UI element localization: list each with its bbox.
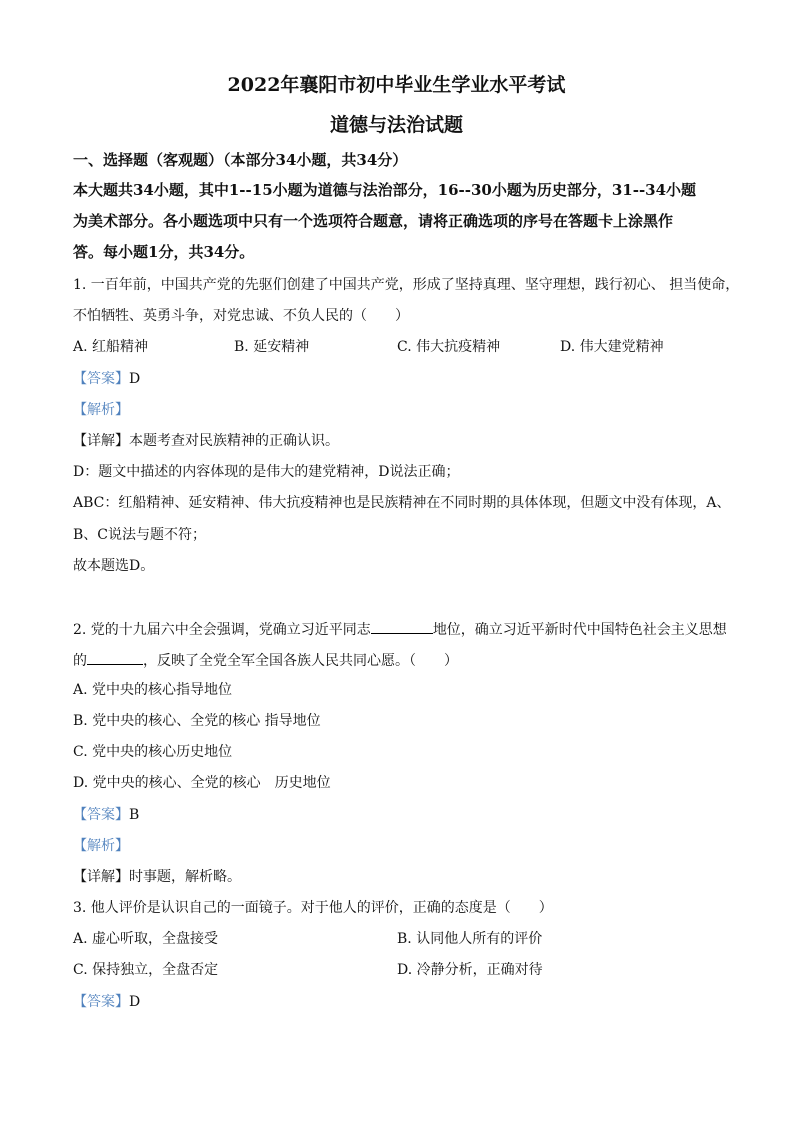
intro-line: 为美术部分。各小题选项中只有一个选项符合题意，请将正确选项的序号在答题卡上涂黑作 xyxy=(73,212,674,230)
q3-option-a: A. 虚心听取，全盘接受 xyxy=(73,931,219,947)
q2-text: 的 xyxy=(73,653,87,669)
fill-blank xyxy=(87,650,143,665)
q1-detail xyxy=(73,432,339,450)
fill-blank xyxy=(371,619,433,634)
question-1-text: 1. 一百年前，中国共产党的先驱们创建了中国共产党，形成了坚持真理、坚守理想，践行初心、 担当使命， xyxy=(73,277,740,293)
answer-label: 【答案】 xyxy=(73,807,129,823)
q1-explain: 故本题选D。 xyxy=(73,558,155,574)
section-heading: 一、选择题（客观题）（本部分34小题，共34分） xyxy=(73,151,408,169)
question-3-text: 3. 他人评价是认识自己的一面镜子。对于他人的评价，正确的态度是（ ） xyxy=(73,900,553,916)
q2-option-c: C. 党中央的核心历史地位 xyxy=(73,744,233,760)
q3-option-c: C. 保持独立，全盘否定 xyxy=(73,962,219,978)
q1-answer xyxy=(73,370,140,388)
q1-explain: B、C说法与题不符； xyxy=(73,527,206,543)
q2-text: 地位，确立习近平新时代中国特色社会主义思想 xyxy=(432,622,727,638)
exam-title: 2022年襄阳市初中毕业生学业水平考试 xyxy=(227,74,566,96)
q2-option-d: D. 党中央的核心、全党的核心 历史地位 xyxy=(73,775,331,791)
question-1-text: 不怕牺牲、英勇斗争，对党忠诚、不负人民的（ ） xyxy=(73,308,409,324)
q2-option-a: A. 党中央的核心指导地位 xyxy=(73,682,233,698)
q3-option-d: D. 冷静分析，正确对待 xyxy=(397,962,543,978)
detail-label: 【详解】 xyxy=(73,869,129,885)
q2-answer xyxy=(73,806,139,824)
detail-label: 【详解】 xyxy=(73,433,129,449)
intro-line: 本大题共34小题，其中1--15小题为道德与法治部分，16--30小题为历史部分，31--34小题 xyxy=(73,181,697,199)
q2-text: ，反映了全党全军全国各族人民共同心愿。（ ） xyxy=(143,653,458,669)
answer-value: D xyxy=(129,371,141,387)
analysis-label: 【解析】 xyxy=(73,838,129,854)
question-2-text xyxy=(73,619,727,639)
detail-text: 时事题，解析略。 xyxy=(129,869,241,885)
analysis-label: 【解析】 xyxy=(73,402,129,418)
q3-answer xyxy=(73,993,140,1011)
detail-text: 本题考查对民族精神的正确认识。 xyxy=(129,433,339,449)
answer-value: D xyxy=(129,994,141,1010)
intro-line: 答。每小题1分，共34分。 xyxy=(73,243,255,261)
q1-explain: ABC：红船精神、延安精神、伟大抗疫精神也是民族精神在不同时期的具体体现，但题文中没有体现，A、 xyxy=(73,495,731,511)
q2-text: 2. 党的十九届六中全会强调，党确立习近平同志 xyxy=(73,622,371,638)
q1-option-a: A. 红船精神 xyxy=(73,339,149,355)
q2-option-b: B. 党中央的核心、全党的核心 指导地位 xyxy=(73,713,321,729)
answer-label: 【答案】 xyxy=(73,371,129,387)
q2-detail xyxy=(73,868,241,886)
q1-option-c: C. 伟大抗疫精神 xyxy=(397,339,501,355)
answer-value: B xyxy=(129,807,140,823)
answer-label: 【答案】 xyxy=(73,994,129,1010)
q1-option-b: B. 延安精神 xyxy=(234,339,310,355)
exam-subtitle: 道德与法治试题 xyxy=(329,114,463,136)
question-2-text xyxy=(73,650,458,670)
q1-option-d: D. 伟大建党精神 xyxy=(560,339,664,355)
q1-explain: D：题文中描述的内容体现的是伟大的建党精神，D说法正确； xyxy=(73,464,460,480)
q3-option-b: B. 认同他人所有的评价 xyxy=(397,931,543,947)
